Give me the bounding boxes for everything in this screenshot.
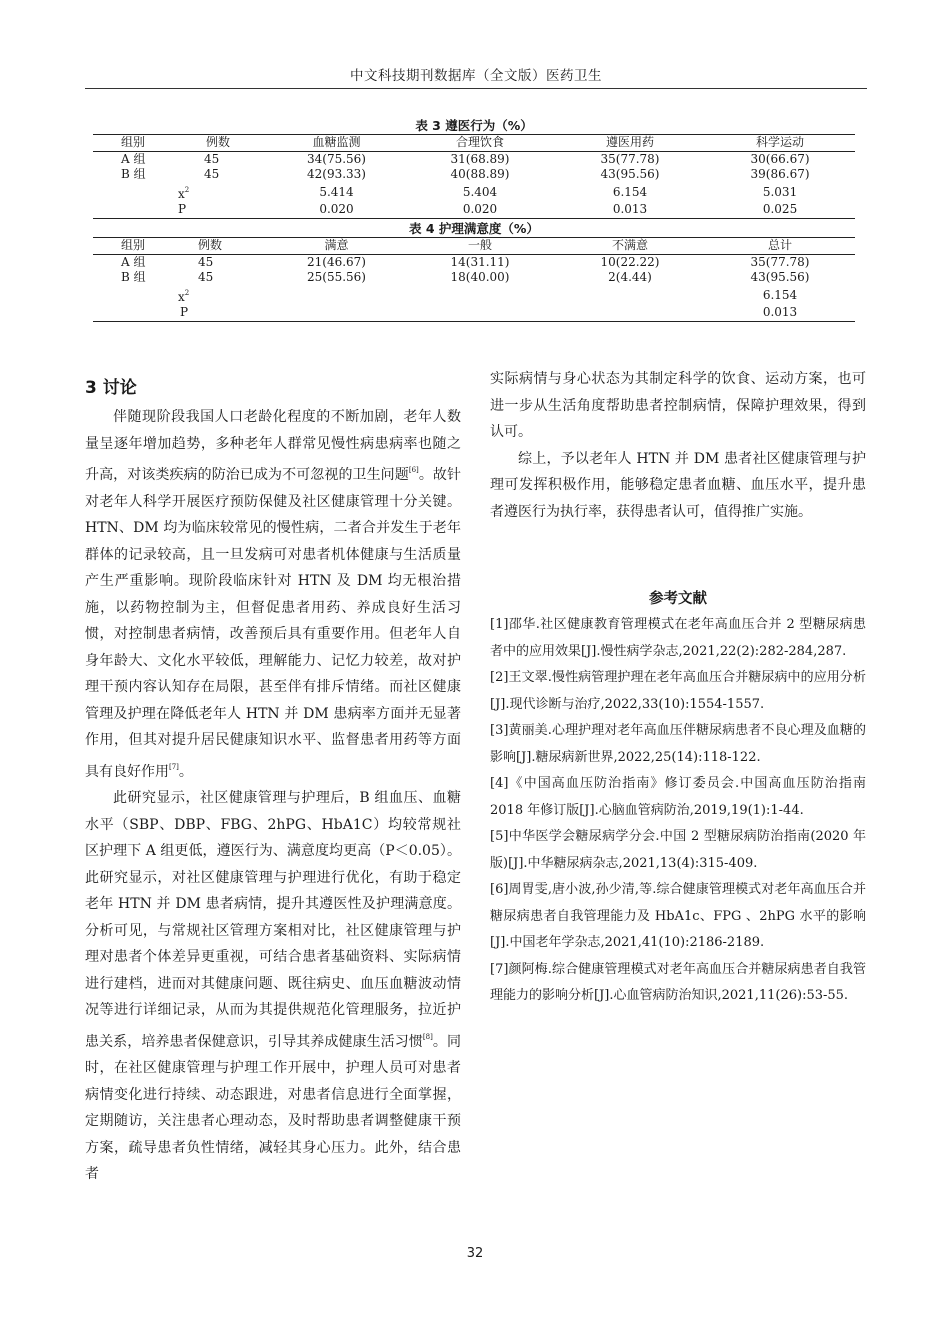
column-header: 科学运动 [705,135,855,152]
citation: [6] [408,466,419,474]
reference-item: [6]周胃雯,唐小波,孙少清,等.综合健康管理模式对老年高血压合并糖尿病患者自我管理能力及 HbA1c、FPG 、2hPG 水平的影响[J].中国老年学杂志,2021,41(10):2186-2189. [490,882,866,950]
page-number: 32 [466,1246,484,1261]
reference-item: [4]《中国高血压防治指南》修订委员会.中国高血压防治指南 2018 年修订版[J].心脑血管病防治,2019,19(1):1-44. [490,776,866,818]
table-row [93,151,855,167]
reference-item: [5]中华医学会糖尿病学分会.中国 2 型糖尿病防治指南(2020 年版)[J].中华糖尿病杂志,2021,13(4):315-409. [490,829,866,871]
reference-item: [3]黄丽美.心理护理对老年高血压伴糖尿病患者不良心理及血糖的影响[J].糖尿病新世界,2022,25(14):118-122. [490,723,866,765]
table-4-caption: 表 4 护理满意度（%） [409,220,539,236]
column-header: 例数 [178,238,268,255]
table-row [93,270,855,286]
table-cell: 31(68.89) [450,151,510,166]
table-row [93,254,855,270]
chi-square-label: $x^2$ [178,185,190,201]
table-cell: 45 [204,167,220,181]
reference-item: [7]颜阿梅.综合健康管理模式对老年高血压合并糖尿病患者自我管理能力的影响分析[J].心血管病防治知识,2021,11(26):53-55. [490,961,866,1003]
p-value-label: P [178,305,268,321]
table-cell: 5.414 [319,184,354,199]
chi-square-label: $x^2$ [178,288,190,304]
table-cell: 6.154 [612,184,648,199]
table-cell: 6.154 [762,287,798,302]
table-row [93,167,855,183]
table-cell: 14(31.11) [450,254,510,269]
table-cell: 43(95.56) [750,270,810,284]
reference-item: [2]王文翠.慢性病管理护理在老年高血压合并糖尿病中的应用分析[J].现代诊断与治疗,2022,33(10):1554-1557. [490,670,866,712]
table-header-row [93,135,855,152]
paragraph: 伴随现阶段我国人口老龄化程度的不断加剧，老年人数量呈逐年增加趋势，多种老年人群常见慢性病患病率也随之升高，对该类疾病的防治已成为不可忽视的卫生问题[6]。故针对老年人科学开展医疗预防保健及社区健康管理十分关键。HTN、DM 均为临床较常见的慢性病，二者合并发生于老年群体的记录较高，且一旦发病可对患者机体健康与生活质量产生严重影响。现阶段临床针对 HTN 及 DM 均无根治措施，以药物控制为主，但督促患者用药、养成良好生活习惯，对控制患者病情，改善预后具有重要作用。但老年人自身年龄大、文化水平较低，理解能力、记忆力较差，故对护理干预内容认知存在局限，甚至伴有排斥情绪。而社区健康管理及护理在降低老年人 HTN 并 DM 患病率方面并无显著作用，但其对提升居民健康知识水平、监督患者用药等方面具有良好作用[7]。 [85,409,462,780]
table-cell: 5.404 [462,184,498,199]
column-header: 例数 [178,135,268,152]
section-heading: 3 讨论 [85,378,137,398]
table-cell: 0.013 [705,305,855,321]
citation: [8] [422,1032,433,1041]
header-rule [85,88,867,89]
table-cell: 35(77.78) [750,254,810,269]
paragraph: 综上，予以老年人 HTN 并 DM 患者社区健康管理与护理可发挥积极作用，能够稳定患者血糖、血压水平，提升患者遵医行为执行率，获得患者认可，值得推广实施。 [490,450,866,520]
table-cell: 45 [198,254,214,269]
chi-square-row [93,286,855,306]
table-cell: 35(77.78) [600,151,660,166]
table-cell: A 组 [121,151,146,166]
column-header: 总计 [705,238,855,255]
reference-list [490,612,866,1010]
table-header-row [93,238,855,255]
column-header: 合理饮食 [405,135,555,152]
table-cell: A 组 [121,254,146,269]
table-cell: 0.013 [555,202,705,218]
column-header: 组别 [93,238,178,255]
column-header: 遵医用药 [555,135,705,152]
paragraph-continued: 实际病情与身心状态为其制定科学的饮食、运动方案，也可进一步从生活角度帮助患者控制病情，保障护理效果，得到认可。 [490,371,866,440]
paragraph: 此研究显示，社区健康管理与护理后，B 组血压、血糖水平（SBP、DBP、FBG、2hPG、HbA1C）均较常规社区护理下 A 组更低，遵医行为、满意度均更高（P＜0.05）。此研究显示，对社区健康管理与护理进行优化，有助于稳定老年 HTN 并 DM 患者病情，提升其遵医性及护理满意度。分析可见，与常规社区管理方案相对比，社区健康管理与护理对患者个体差异更重视，可结合患者基础资料、实际病情进行建档，进而对其健康问题、既往病史、血压血糖波动情况等进行详细记录，从而为其提供规范化管理服务，拉近护患关系，培养患者保健意识，引导其养成健康生活习惯[8]。同时，在社区健康管理与护理工作开展中，护理人员可对患者病情变化进行持续、动态跟进，对患者信息进行全面掌握，定期随访，关注患者心理动态，及时帮助患者调整健康干预方案，疏导患者负性情绪，减轻其身心压力。此外，结合患者 [85,790,462,1182]
table-cell: 2(4.44) [608,270,652,284]
table-cell: 40(88.89) [450,167,510,181]
column-header: 血糖监测 [268,135,405,152]
reference-item: [1]邵华.社区健康教育管理模式在老年高血压合并 2 型糖尿病患者中的应用效果[J].慢性病学杂志,2021,22(2):282-284,287. [490,617,866,659]
table-cell: B 组 [121,270,146,284]
table-cell: B 组 [121,167,146,181]
p-value-row [93,202,855,218]
column-header: 满意 [268,238,405,255]
column-header: 一般 [405,238,555,255]
table-cell: 0.020 [268,202,405,218]
table-cell: 45 [204,151,220,166]
table-4 [93,220,855,322]
table-cell: 18(40.00) [450,270,510,284]
table-cell: 0.025 [705,202,855,218]
running-head: 中文科技期刊数据库（全文版）医药卫生 [350,68,602,84]
references-heading: 参考文献 [649,591,707,607]
citation: [7] [169,762,179,771]
p-value-row [93,305,855,321]
table-cell: 34(75.56) [307,151,366,166]
column-header: 组别 [93,135,178,152]
table-cell: 5.031 [762,184,798,199]
column-header: 不满意 [555,238,705,255]
left-column [85,404,461,1188]
table-cell: 42(93.33) [307,167,366,181]
table-cell: 43(95.56) [600,167,660,181]
table-cell: 25(55.56) [307,270,366,284]
table-3 [93,117,855,219]
table-cell: 10(22.22) [600,254,660,269]
table-cell: 0.020 [405,202,555,218]
table-cell: 30(66.67) [750,151,810,166]
table-cell: 21(46.67) [307,254,366,269]
table-cell: 39(86.67) [750,167,810,181]
table-cell: 45 [198,270,214,284]
chi-square-row [93,183,855,203]
table-3-caption: 表 3 遵医行为（%） [415,117,533,133]
right-column [490,366,866,525]
p-value-label: P [178,202,268,218]
